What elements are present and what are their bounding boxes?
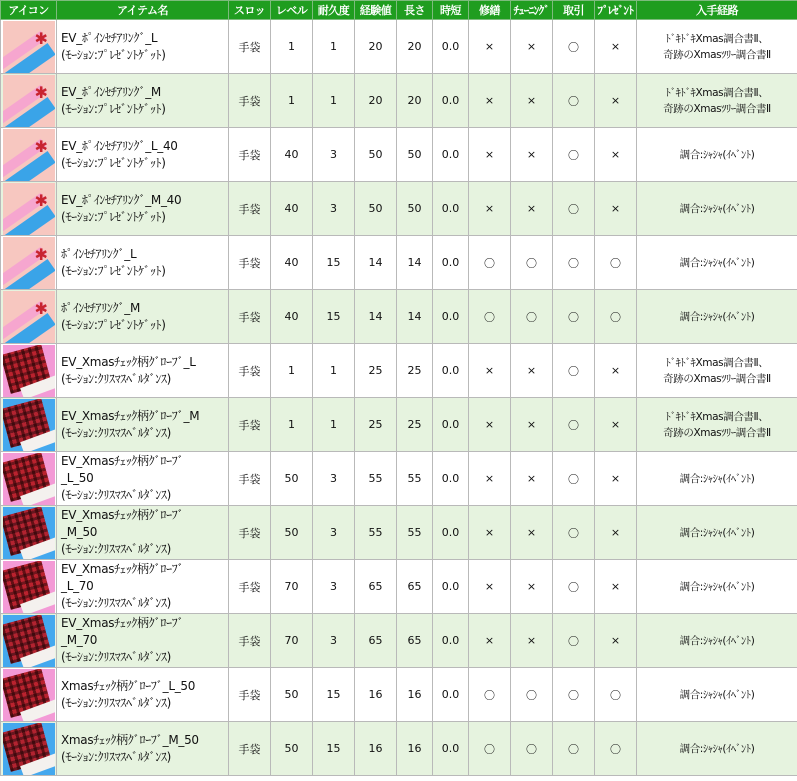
trade-cell: 〇 (553, 344, 595, 398)
slot-cell: 手袋 (229, 398, 271, 452)
header-present: ﾌﾟﾚｾﾞﾝﾄ (595, 1, 637, 20)
item-motion: (ﾓｰｼｮﾝ:ｸﾘｽﾏｽﾍﾞﾙﾀﾞﾝｽ) (61, 596, 172, 610)
durability-cell: 3 (313, 506, 355, 560)
repair-cell: × (469, 614, 511, 668)
item-name-suffix: _M_70 (61, 633, 98, 647)
check-glove-blue-icon (3, 615, 55, 667)
item-motion: (ﾓｰｼｮﾝ:ｸﾘｽﾏｽﾍﾞﾙﾀﾞﾝｽ) (61, 425, 172, 440)
jitan-cell: 0.0 (433, 560, 469, 614)
icon-cell (1, 722, 57, 776)
route-cell (637, 236, 797, 290)
route-cell (637, 182, 797, 236)
length-cell: 50 (397, 182, 433, 236)
tuning-cell: 〇 (511, 290, 553, 344)
durability-cell: 15 (313, 290, 355, 344)
trade-cell: 〇 (553, 74, 595, 128)
present-cell: × (595, 182, 637, 236)
check-glove-pink-icon (3, 453, 55, 505)
route-line-1: 調合:ｼｬｼｬ(ｲﾍﾞﾝﾄ) (679, 472, 755, 485)
pointy-ring-icon: ✱ (3, 291, 55, 343)
item-name: EV_Xmasﾁｪｯｸ柄ｸﾞﾛｰﾌﾞ (61, 508, 184, 522)
header-tuning: ﾁｭｰﾆﾝｸﾞ (511, 1, 553, 20)
table-body (1, 20, 797, 776)
repair-cell: 〇 (469, 668, 511, 722)
icon-cell (1, 344, 57, 398)
item-name: Xmasﾁｪｯｸ柄ｸﾞﾛｰﾌﾞ_M_50 (61, 732, 199, 747)
route-cell (637, 20, 797, 74)
route-cell (637, 74, 797, 128)
level-cell: 70 (271, 560, 313, 614)
icon-cell (1, 20, 57, 74)
header-route: 入手経路 (637, 1, 797, 20)
slot-cell: 手袋 (229, 614, 271, 668)
item-motion: (ﾓｰｼｮﾝ:ﾌﾟﾚｾﾞﾝﾄｹﾞｯﾄ) (61, 101, 166, 116)
repair-cell: × (469, 344, 511, 398)
route-line-1: 調合:ｼｬｼｬ(ｲﾍﾞﾝﾄ) (679, 526, 755, 539)
icon-cell (1, 128, 57, 182)
level-cell: 40 (271, 182, 313, 236)
slot-cell: 手袋 (229, 722, 271, 776)
item-name-cell (57, 182, 229, 236)
route-cell (637, 560, 797, 614)
trade-cell: 〇 (553, 398, 595, 452)
table-row (1, 236, 797, 290)
table-row (1, 506, 797, 560)
header-repair: 修繕 (469, 1, 511, 20)
jitan-cell: 0.0 (433, 182, 469, 236)
durability-cell: 3 (313, 128, 355, 182)
route-line-1: 調合:ｼｬｼｬ(ｲﾍﾞﾝﾄ) (679, 634, 755, 647)
item-name: EV_Xmasﾁｪｯｸ柄ｸﾞﾛｰﾌﾞ_M (61, 408, 200, 423)
route-line-1: 調合:ｼｬｼｬ(ｲﾍﾞﾝﾄ) (679, 202, 755, 215)
length-cell: 65 (397, 560, 433, 614)
icon-cell (1, 398, 57, 452)
item-name-cell (57, 560, 229, 614)
item-name: EV_ﾎﾟｲﾝｾﾁｱﾘﾝｸﾞ_M (61, 84, 161, 99)
exp-cell: 16 (355, 668, 397, 722)
trade-cell: 〇 (553, 290, 595, 344)
table-row (1, 452, 797, 506)
route-line-1: ﾄﾞｷﾄﾞｷXmas調合書Ⅱ、 (665, 356, 769, 369)
route-cell (637, 398, 797, 452)
repair-cell: × (469, 20, 511, 74)
item-motion: (ﾓｰｼｮﾝ:ｸﾘｽﾏｽﾍﾞﾙﾀﾞﾝｽ) (61, 749, 172, 764)
present-cell: × (595, 506, 637, 560)
route-line-1: ﾄﾞｷﾄﾞｷXmas調合書Ⅱ、 (665, 32, 769, 45)
route-line-1: ﾄﾞｷﾄﾞｷXmas調合書Ⅱ、 (665, 410, 769, 423)
jitan-cell: 0.0 (433, 128, 469, 182)
pointy-ring-icon: ✱ (3, 21, 55, 73)
icon-cell (1, 236, 57, 290)
level-cell: 50 (271, 668, 313, 722)
repair-cell: 〇 (469, 722, 511, 776)
level-cell: 40 (271, 128, 313, 182)
exp-cell: 55 (355, 452, 397, 506)
tuning-cell: × (511, 614, 553, 668)
tuning-cell: 〇 (511, 722, 553, 776)
length-cell: 14 (397, 236, 433, 290)
item-name: EV_ﾎﾟｲﾝｾﾁｱﾘﾝｸﾞ_L_40 (61, 138, 178, 153)
table-row (1, 128, 797, 182)
check-glove-pink-icon (3, 345, 55, 397)
table-row (1, 20, 797, 74)
jitan-cell: 0.0 (433, 506, 469, 560)
length-cell: 65 (397, 614, 433, 668)
route-line-1: 調合:ｼｬｼｬ(ｲﾍﾞﾝﾄ) (679, 148, 755, 161)
slot-cell: 手袋 (229, 20, 271, 74)
trade-cell: 〇 (553, 614, 595, 668)
header-icon: アイコン (1, 1, 57, 20)
item-name-cell (57, 74, 229, 128)
table-row (1, 398, 797, 452)
route-line-2: 奇跡のXmasﾂﾘｰ調合書Ⅱ (663, 102, 771, 115)
item-name-suffix: _L_50 (61, 471, 94, 485)
pointy-ring-icon: ✱ (3, 75, 55, 127)
repair-cell: × (469, 128, 511, 182)
item-name: EV_ﾎﾟｲﾝｾﾁｱﾘﾝｸﾞ_M_40 (61, 192, 182, 207)
level-cell: 1 (271, 74, 313, 128)
icon-cell (1, 290, 57, 344)
item-name-cell (57, 668, 229, 722)
item-name: ﾎﾟｲﾝｾﾁｱﾘﾝｸﾞ_M (61, 300, 141, 315)
level-cell: 50 (271, 506, 313, 560)
item-motion: (ﾓｰｼｮﾝ:ﾌﾟﾚｾﾞﾝﾄｹﾞｯﾄ) (61, 317, 166, 332)
item-motion: (ﾓｰｼｮﾝ:ｸﾘｽﾏｽﾍﾞﾙﾀﾞﾝｽ) (61, 542, 172, 556)
item-name: EV_Xmasﾁｪｯｸ柄ｸﾞﾛｰﾌﾞ_L (61, 354, 196, 369)
table-row (1, 74, 797, 128)
durability-cell: 1 (313, 20, 355, 74)
level-cell: 40 (271, 236, 313, 290)
jitan-cell: 0.0 (433, 74, 469, 128)
header-trade: 取引 (553, 1, 595, 20)
icon-cell (1, 506, 57, 560)
level-cell: 1 (271, 344, 313, 398)
route-line-1: ﾄﾞｷﾄﾞｷXmas調合書Ⅱ、 (665, 86, 769, 99)
tuning-cell: × (511, 452, 553, 506)
repair-cell: × (469, 182, 511, 236)
item-name-cell (57, 398, 229, 452)
route-line-1: 調合:ｼｬｼｬ(ｲﾍﾞﾝﾄ) (679, 580, 755, 593)
table-row (1, 614, 797, 668)
repair-cell: × (469, 560, 511, 614)
tuning-cell: × (511, 344, 553, 398)
present-cell: × (595, 452, 637, 506)
durability-cell: 1 (313, 398, 355, 452)
item-name-cell (57, 452, 229, 506)
tuning-cell: × (511, 128, 553, 182)
icon-cell (1, 74, 57, 128)
level-cell: 50 (271, 452, 313, 506)
length-cell: 25 (397, 398, 433, 452)
exp-cell: 20 (355, 20, 397, 74)
item-name: EV_ﾎﾟｲﾝｾﾁｱﾘﾝｸﾞ_L (61, 30, 158, 45)
trade-cell: 〇 (553, 182, 595, 236)
route-cell (637, 506, 797, 560)
item-motion: (ﾓｰｼｮﾝ:ﾌﾟﾚｾﾞﾝﾄｹﾞｯﾄ) (61, 155, 166, 170)
jitan-cell: 0.0 (433, 344, 469, 398)
header-level: レベル (271, 1, 313, 20)
icon-cell (1, 452, 57, 506)
tuning-cell: × (511, 20, 553, 74)
exp-cell: 65 (355, 614, 397, 668)
repair-cell: × (469, 398, 511, 452)
repair-cell: × (469, 506, 511, 560)
exp-cell: 20 (355, 74, 397, 128)
slot-cell: 手袋 (229, 128, 271, 182)
repair-cell: × (469, 74, 511, 128)
check-glove-blue-icon (3, 399, 55, 451)
item-motion: (ﾓｰｼｮﾝ:ｸﾘｽﾏｽﾍﾞﾙﾀﾞﾝｽ) (61, 650, 172, 664)
item-name: Xmasﾁｪｯｸ柄ｸﾞﾛｰﾌﾞ_L_50 (61, 678, 196, 693)
exp-cell: 14 (355, 236, 397, 290)
tuning-cell: × (511, 74, 553, 128)
header-item-name: アイテム名 (57, 1, 229, 20)
length-cell: 16 (397, 722, 433, 776)
item-name-cell (57, 236, 229, 290)
table-row (1, 182, 797, 236)
level-cell: 40 (271, 290, 313, 344)
route-line-2: 奇跡のXmasﾂﾘｰ調合書Ⅱ (663, 426, 771, 439)
tuning-cell: × (511, 182, 553, 236)
item-name-cell (57, 344, 229, 398)
slot-cell: 手袋 (229, 452, 271, 506)
exp-cell: 14 (355, 290, 397, 344)
repair-cell: × (469, 452, 511, 506)
slot-cell: 手袋 (229, 290, 271, 344)
route-line-2: 奇跡のXmasﾂﾘｰ調合書Ⅱ (663, 48, 771, 61)
durability-cell: 3 (313, 614, 355, 668)
exp-cell: 25 (355, 398, 397, 452)
exp-cell: 50 (355, 128, 397, 182)
present-cell: × (595, 614, 637, 668)
slot-cell: 手袋 (229, 182, 271, 236)
exp-cell: 50 (355, 182, 397, 236)
exp-cell: 55 (355, 506, 397, 560)
exp-cell: 65 (355, 560, 397, 614)
trade-cell: 〇 (553, 236, 595, 290)
slot-cell: 手袋 (229, 668, 271, 722)
route-line-2: 奇跡のXmasﾂﾘｰ調合書Ⅱ (663, 372, 771, 385)
present-cell: × (595, 344, 637, 398)
item-motion: (ﾓｰｼｮﾝ:ﾌﾟﾚｾﾞﾝﾄｹﾞｯﾄ) (61, 263, 166, 278)
jitan-cell: 0.0 (433, 236, 469, 290)
pointy-ring-icon: ✱ (3, 129, 55, 181)
level-cell: 50 (271, 722, 313, 776)
item-name-cell (57, 20, 229, 74)
item-name: ﾎﾟｲﾝｾﾁｱﾘﾝｸﾞ_L (61, 246, 137, 261)
item-motion: (ﾓｰｼｮﾝ:ﾌﾟﾚｾﾞﾝﾄｹﾞｯﾄ) (61, 209, 166, 224)
header-slot: スロッ (229, 1, 271, 20)
trade-cell: 〇 (553, 20, 595, 74)
tuning-cell: 〇 (511, 236, 553, 290)
route-line-1: 調合:ｼｬｼｬ(ｲﾍﾞﾝﾄ) (679, 688, 755, 701)
item-name-cell (57, 128, 229, 182)
item-name-suffix: _L_70 (61, 579, 94, 593)
present-cell: × (595, 398, 637, 452)
present-cell: 〇 (595, 290, 637, 344)
table-row (1, 668, 797, 722)
jitan-cell: 0.0 (433, 668, 469, 722)
item-motion: (ﾓｰｼｮﾝ:ｸﾘｽﾏｽﾍﾞﾙﾀﾞﾝｽ) (61, 371, 172, 386)
header-exp: 経験値 (355, 1, 397, 20)
icon-cell (1, 668, 57, 722)
durability-cell: 15 (313, 236, 355, 290)
durability-cell: 1 (313, 344, 355, 398)
jitan-cell: 0.0 (433, 452, 469, 506)
header-row (1, 1, 797, 20)
route-line-1: 調合:ｼｬｼｬ(ｲﾍﾞﾝﾄ) (679, 742, 755, 755)
pointy-ring-icon: ✱ (3, 237, 55, 289)
route-cell (637, 128, 797, 182)
item-motion: (ﾓｰｼｮﾝ:ﾌﾟﾚｾﾞﾝﾄｹﾞｯﾄ) (61, 47, 166, 62)
jitan-cell: 0.0 (433, 722, 469, 776)
tuning-cell: × (511, 560, 553, 614)
route-cell (637, 722, 797, 776)
slot-cell: 手袋 (229, 560, 271, 614)
length-cell: 16 (397, 668, 433, 722)
item-motion: (ﾓｰｼｮﾝ:ｸﾘｽﾏｽﾍﾞﾙﾀﾞﾝｽ) (61, 488, 172, 502)
level-cell: 1 (271, 20, 313, 74)
check-glove-pink-icon (3, 561, 55, 613)
jitan-cell: 0.0 (433, 614, 469, 668)
route-cell (637, 668, 797, 722)
present-cell: 〇 (595, 722, 637, 776)
trade-cell: 〇 (553, 506, 595, 560)
exp-cell: 25 (355, 344, 397, 398)
durability-cell: 15 (313, 722, 355, 776)
exp-cell: 16 (355, 722, 397, 776)
pointy-ring-icon: ✱ (3, 183, 55, 235)
tuning-cell: × (511, 398, 553, 452)
present-cell: × (595, 560, 637, 614)
item-name-cell (57, 722, 229, 776)
item-name: EV_Xmasﾁｪｯｸ柄ｸﾞﾛｰﾌﾞ (61, 616, 184, 630)
item-name-cell (57, 614, 229, 668)
trade-cell: 〇 (553, 128, 595, 182)
icon-cell (1, 182, 57, 236)
header-jitan: 時短 (433, 1, 469, 20)
header-length: 長さ (397, 1, 433, 20)
item-name: EV_Xmasﾁｪｯｸ柄ｸﾞﾛｰﾌﾞ (61, 562, 184, 576)
header-durability: 耐久度 (313, 1, 355, 20)
check-glove-pink-icon (3, 669, 55, 721)
item-name: EV_Xmasﾁｪｯｸ柄ｸﾞﾛｰﾌﾞ (61, 454, 184, 468)
trade-cell: 〇 (553, 668, 595, 722)
slot-cell: 手袋 (229, 506, 271, 560)
route-cell (637, 290, 797, 344)
durability-cell: 3 (313, 452, 355, 506)
route-cell (637, 614, 797, 668)
present-cell: × (595, 20, 637, 74)
item-name-cell (57, 506, 229, 560)
table-row (1, 290, 797, 344)
table-row (1, 344, 797, 398)
route-line-1: 調合:ｼｬｼｬ(ｲﾍﾞﾝﾄ) (679, 256, 755, 269)
level-cell: 70 (271, 614, 313, 668)
length-cell: 25 (397, 344, 433, 398)
length-cell: 20 (397, 20, 433, 74)
repair-cell: 〇 (469, 236, 511, 290)
present-cell: 〇 (595, 236, 637, 290)
route-cell (637, 452, 797, 506)
present-cell: × (595, 74, 637, 128)
tuning-cell: 〇 (511, 668, 553, 722)
durability-cell: 1 (313, 74, 355, 128)
slot-cell: 手袋 (229, 74, 271, 128)
level-cell: 1 (271, 398, 313, 452)
trade-cell: 〇 (553, 452, 595, 506)
item-name-suffix: _M_50 (61, 525, 98, 539)
length-cell: 55 (397, 452, 433, 506)
route-cell (637, 344, 797, 398)
durability-cell: 15 (313, 668, 355, 722)
check-glove-blue-icon (3, 723, 55, 775)
length-cell: 55 (397, 506, 433, 560)
durability-cell: 3 (313, 560, 355, 614)
present-cell: 〇 (595, 668, 637, 722)
jitan-cell: 0.0 (433, 398, 469, 452)
check-glove-blue-icon (3, 507, 55, 559)
present-cell: × (595, 128, 637, 182)
durability-cell: 3 (313, 182, 355, 236)
length-cell: 14 (397, 290, 433, 344)
tuning-cell: × (511, 506, 553, 560)
trade-cell: 〇 (553, 560, 595, 614)
item-motion: (ﾓｰｼｮﾝ:ｸﾘｽﾏｽﾍﾞﾙﾀﾞﾝｽ) (61, 695, 172, 710)
icon-cell (1, 614, 57, 668)
length-cell: 20 (397, 74, 433, 128)
item-name-cell (57, 290, 229, 344)
jitan-cell: 0.0 (433, 290, 469, 344)
repair-cell: 〇 (469, 290, 511, 344)
icon-cell (1, 560, 57, 614)
table-row (1, 722, 797, 776)
jitan-cell: 0.0 (433, 20, 469, 74)
table-row (1, 560, 797, 614)
slot-cell: 手袋 (229, 236, 271, 290)
length-cell: 50 (397, 128, 433, 182)
slot-cell: 手袋 (229, 344, 271, 398)
route-line-1: 調合:ｼｬｼｬ(ｲﾍﾞﾝﾄ) (679, 310, 755, 323)
trade-cell: 〇 (553, 722, 595, 776)
